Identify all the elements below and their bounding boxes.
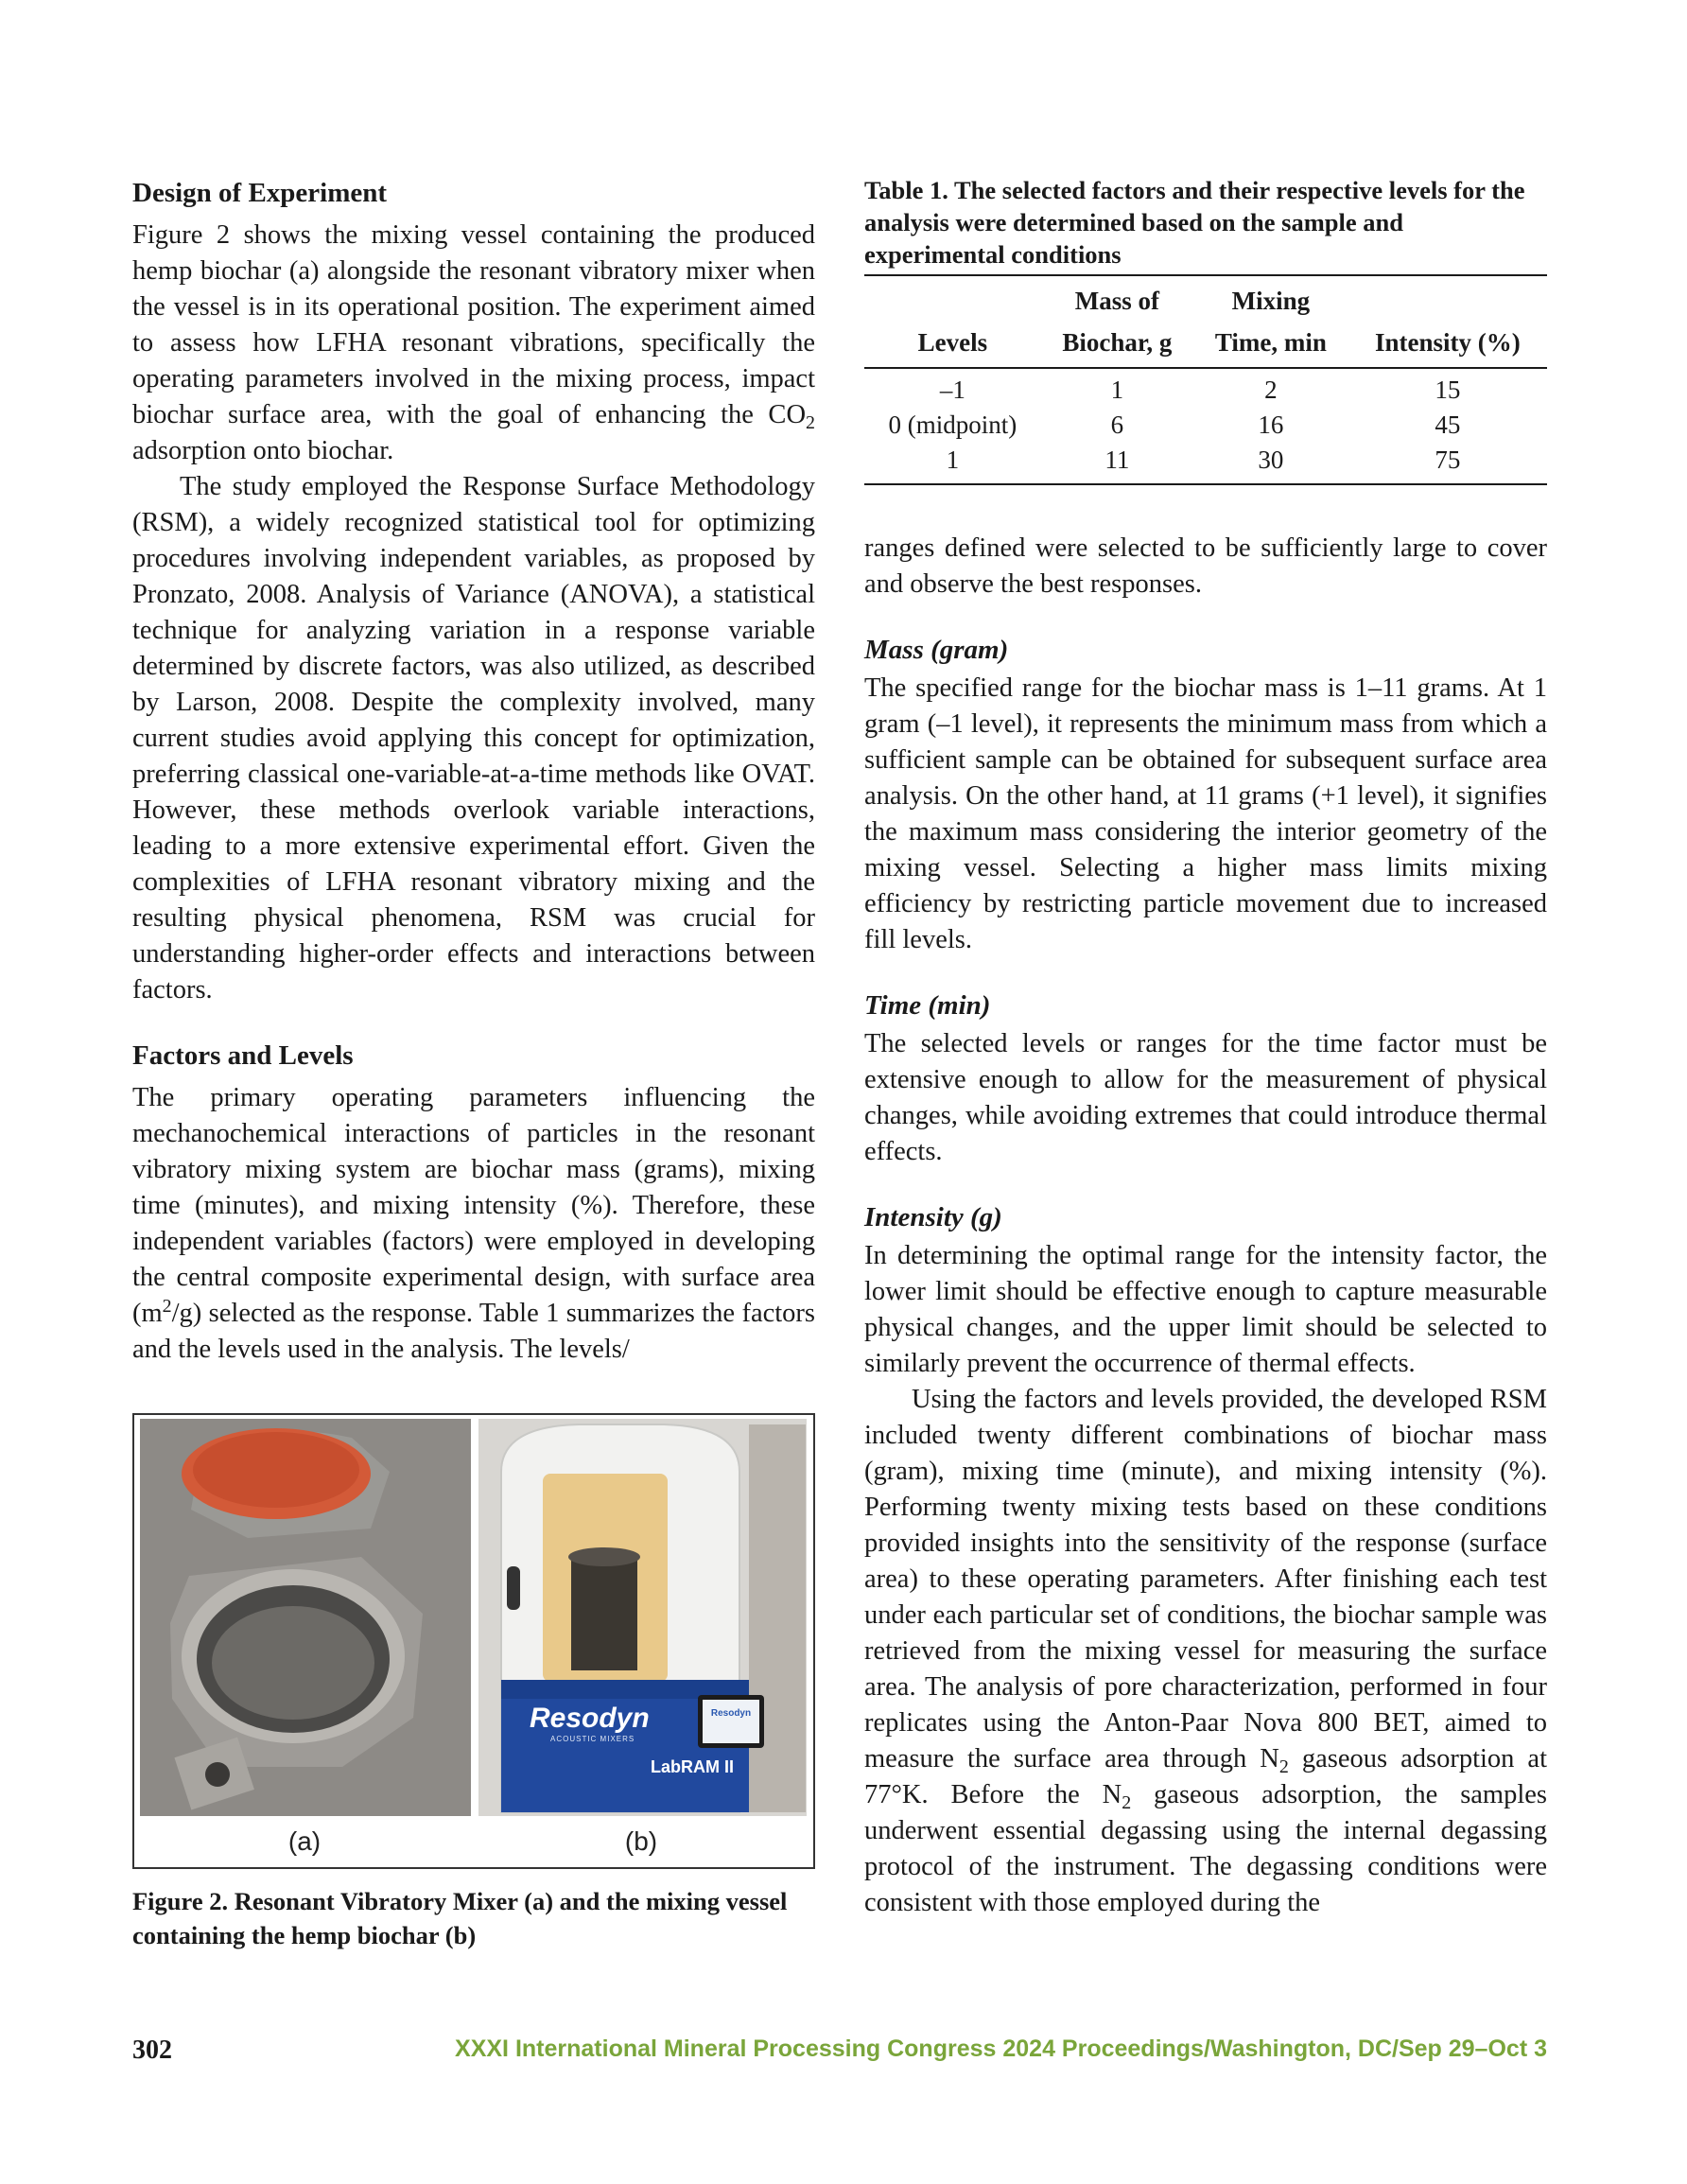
screen-brand-text: Resodyn [710, 1708, 752, 1719]
mass-heading: Mass (gram) [864, 635, 1009, 665]
table-header-row-top [864, 275, 1547, 322]
table-cell: 2 [1264, 376, 1278, 404]
factors-and-levels-heading: Factors and Levels [132, 1040, 354, 1071]
table-header-row-bottom [864, 322, 1547, 368]
table-head-top-2: Mixing [1231, 287, 1311, 315]
intensity-heading: Intensity (g) [864, 1202, 1002, 1232]
intensity-paragraph-2 [864, 1382, 1547, 1921]
page-number: 302 [132, 2035, 172, 2065]
label-strip [140, 1816, 807, 1861]
lid-gasket-inner [193, 1432, 359, 1508]
table-row [864, 443, 1547, 484]
design-paragraph-1 [132, 218, 815, 469]
table-cell: 11 [1104, 446, 1130, 474]
table-head-time: Time, min [1214, 328, 1327, 357]
table-row [864, 368, 1547, 408]
table-head-mass: Biochar, g [1062, 328, 1173, 357]
table-cell: –1 [939, 376, 965, 404]
labram-ii-text: LabRAM II [651, 1757, 734, 1776]
right-column [864, 174, 1547, 1921]
design-of-experiment-heading: Design of Experiment [132, 178, 388, 208]
chamber-clamp [568, 1547, 640, 1566]
design-p1-text-b: adsorption onto biochar. [132, 436, 394, 465]
table-head-levels: Levels [917, 328, 988, 357]
table-head-intensity: Intensity (%) [1375, 328, 1521, 357]
panel-a-label: (a) [287, 1826, 322, 1856]
table-cell: 15 [1435, 376, 1461, 404]
continued-paragraph: ranges defined were selected to be sufficiently large to cover and observe the best responses. [864, 533, 1547, 599]
table-head-top-0 [864, 275, 1041, 322]
intensity-p2-text-b: gaseous adsorption at 77°K. Before the N [864, 1744, 1547, 1809]
door-handle [507, 1566, 520, 1610]
panel-b-label: (b) [624, 1826, 658, 1856]
factors-p1-text-a: The primary operating parameters influencing the mechanochemical interactions of particles in the resonant vibratory mixing system are biochar mass (grams), mixing time (minutes), and mixing intensity (%). Therefore, these independent variables (factors) were employed in developing the central composite experimental design, with surface area (m [132, 1083, 815, 1328]
m2-superscript: 2 [162, 1296, 172, 1317]
table-1 [864, 274, 1547, 485]
table-head-top-3 [1348, 275, 1547, 322]
table-cell: 30 [1258, 446, 1284, 474]
conference-footer: XXXI International Mineral Processing Congress 2024 Proceedings/Washington, DC/Sep 29–Oct 3 [455, 2035, 1547, 2062]
table-head-top-1: Mass of [1074, 287, 1160, 315]
left-column [132, 176, 815, 1368]
biochar-surface [212, 1606, 374, 1720]
vessel-in-chamber [571, 1557, 637, 1670]
intensity-p2-text-a: Using the factors and levels provided, the developed RSM included twenty different combinations of biochar mass (gram), mixing time (minute), and mixing intensity (%). Performing twenty mixing tests based on these conditions provided insights into the sensitivity of the response (surface area) to these operating parameters. After finishing each test under each particular set of conditions, the biochar sample was retrieved from the mixing vessel for measuring the surface area. The analysis of pore characterization, performed in four replicates using the Anton-Paar Nova 800 BET, aimed to measure the surface area through N [864, 1385, 1547, 1773]
resodyn-logo-text: Resodyn [530, 1703, 650, 1734]
figure-2-image [134, 1415, 812, 1866]
handle-hole [205, 1762, 230, 1787]
acoustic-mixers-text: ACOUSTIC MIXERS [550, 1735, 635, 1743]
n2-subscript: 2 [1122, 1792, 1132, 1813]
table-cell: 1 [946, 446, 960, 474]
table-cell: 0 (midpoint) [888, 411, 1017, 439]
time-heading: Time (min) [864, 990, 991, 1021]
time-paragraph: The selected levels or ranges for the time factor must be extensive enough to allow for the measurement of physical changes, while avoiding extremes that could introduce thermal effects. [864, 1029, 1547, 1166]
co2-subscript: 2 [806, 412, 815, 433]
figure-2-caption: Figure 2. Resonant Vibratory Mixer (a) and the mixing vessel containing the hemp biochar (b) [132, 1887, 788, 1949]
factors-p1-text-b: /g) selected as the response. Table 1 summarizes the factors and the levels used in the analysis. The levels/ [132, 1299, 815, 1364]
table-cell: 6 [1110, 411, 1124, 439]
table-cell: 75 [1435, 446, 1461, 474]
panel-b-wall [749, 1424, 806, 1812]
mass-paragraph: The specified range for the biochar mass is 1–11 grams. At 1 gram (–1 level), it represents the minimum mass from which a sufficient sample can be obtained for subsequent surface area analysis. On the other hand, at 11 grams (+1 level), it signifies the maximum mass considering the interior geometry of the mixing vessel. Selecting a higher mass limits mixing efficiency by restricting particle movement due to increased fill levels. [864, 673, 1547, 954]
table-cell: 16 [1258, 411, 1284, 439]
table-cell: 45 [1435, 411, 1461, 439]
design-p1-text-a: Figure 2 shows the mixing vessel containing the produced hemp biochar (a) alongside the resonant vibratory mixer when the vessel is in its operational position. The experiment aimed to assess how LFHA resonant vibrations, specifically the operating parameters involved in the mixing process, impact biochar surface area, with the goal of enhancing the CO [132, 220, 815, 429]
table-1-caption: Table 1. The selected factors and their respective levels for the analysis were determined based on the sample and experimental conditions [864, 176, 1525, 269]
intensity-p2-text-c: gaseous adsorption, the samples underwent essential degassing using the internal degassing protocol of the instrument. The degassing conditions were consistent with those employed during the [864, 1780, 1548, 1917]
table-cell: 1 [1110, 376, 1124, 404]
table-row [864, 408, 1547, 443]
factors-paragraph-1 [132, 1080, 815, 1368]
n2-subscript: 2 [1278, 1756, 1289, 1777]
figure-2 [132, 1413, 815, 1869]
intensity-paragraph-1: In determining the optimal range for the intensity factor, the lower limit should be effective enough to capture measurable physical changes, and the upper limit should be selected to similarly prevent the occurrence of thermal effects. [864, 1241, 1547, 1378]
design-paragraph-2: The study employed the Response Surface Methodology (RSM), a widely recognized statistical tool for optimizing procedures involving independent variables, as proposed by Pronzato, 2008. Analysis of Variance (ANOVA), a statistical technique for analyzing variation in a response variable determined by discrete factors, was also utilized, as described by Larson, 2008. Despite the complexity involved, many current studies avoid applying this concept for optimization, preferring classical one-variable-at-a-time methods like OVAT. However, these methods overlook variable interactions, leading to a more extensive experimental effort. Given the complexities of LFHA resonant vibratory mixing and the resulting physical phenomena, RSM was crucial for understanding higher-order effects and interactions between factors. [132, 472, 815, 1005]
screen-display [703, 1700, 759, 1743]
